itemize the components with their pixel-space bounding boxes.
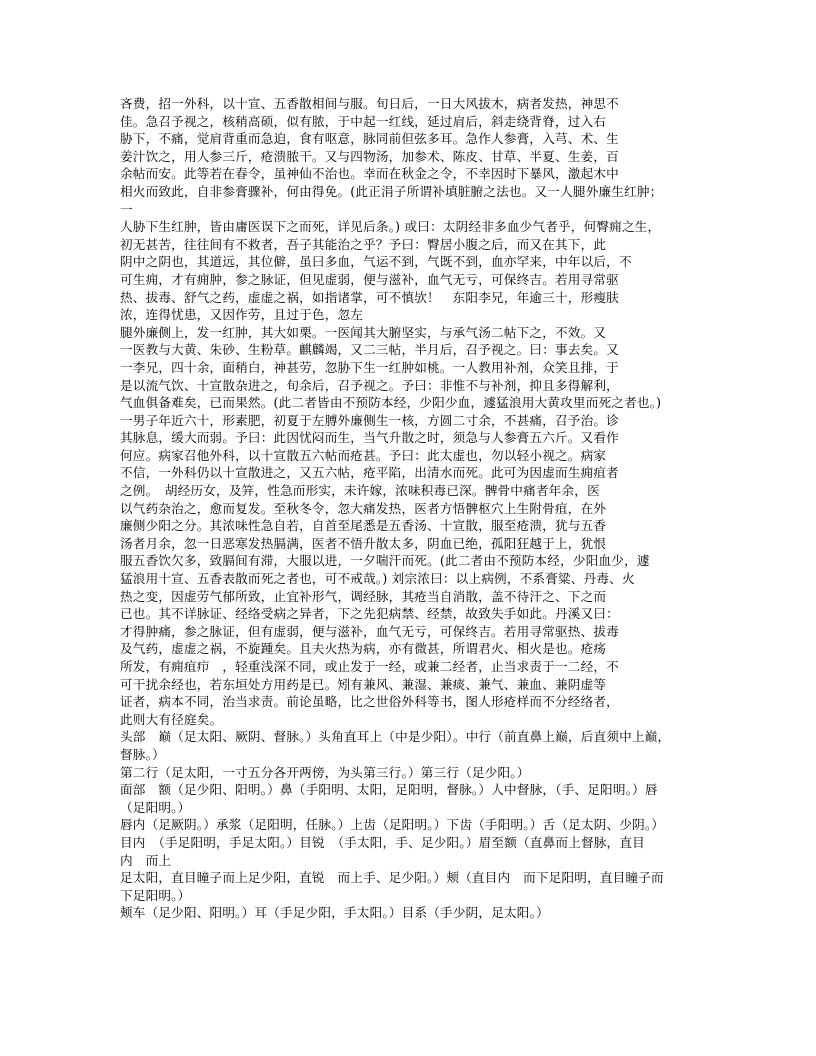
text-line: 浓，连得忧患，又因作劳，且过于色，忽左 (120, 307, 364, 323)
text-line: 之例。 胡经历女，及笄，性急而形实，未许嫁，浓味积毒已深。髀骨中痛者年余，医 (120, 483, 600, 499)
text-line: 一男子年近六十，形素肥，初夏于左膊外廉侧生一核，方圆二寸余，不甚痛，召予治。诊 (120, 412, 619, 428)
text-line: 廉侧少阳之分。其浓味性急自若，自首至尾悉是五香汤、十宣散，服至疮溃，犹与五香 (120, 518, 607, 534)
text-line: 阴中之阴也，其道远，其位僻，虽曰多血，气运不到，气既不到，血亦罕来，中年以后，不 (120, 254, 632, 270)
text-line: 人胁下生红肿，皆由庸医误下之而死，详见后条。) 或曰：太阴经非多血少气者乎，何臀痈之生， (120, 219, 661, 235)
text-line: 唇内（足厥阴。）承浆（足阳明，任脉。）上齿（足阳明。）下齿（手阳明。）舌（足太阴、少阴。） (120, 817, 665, 833)
text-line: 猛浪用十宣、五香表散而死之者也，可不戒哉。) 刘宗浓曰：以上病例，不系膏粱、丹毒、火 (120, 571, 635, 587)
text-line: 初无甚苦，往往间有不救者，吾子其能治之乎？予曰：臀居小腹之后，而又在其下，此 (120, 236, 607, 252)
text-line: 及气药，虚虚之祸，不旋踵矣。且夫火热为病，亦有微甚，所谓君火、相火是也。疮疡 (120, 641, 607, 657)
text-line: 足太阳，直目瞳子而上足少阳，直锐 而上手、足少阳。）颊（直目内 而下足阳明，直目瞳子而 (120, 870, 664, 886)
text-line: 一 (120, 201, 133, 217)
text-line: 佳。急召予视之，核稍高硕，似有脓，于中起一红线，延过肩后，斜走绕背脊，过入右 (120, 113, 607, 129)
text-line: 面部 额（足少阳、阳明。）鼻（手阳明、太阳，足阳明，督脉。）人中督脉，（手、足阳明。）唇 (120, 782, 658, 798)
text-line: 是以流气饮、十宣散杂进之，旬余后，召予视之。予曰：非惟不与补剂，抑且多得解利， (120, 377, 619, 393)
text-line: 热、拔毒、舒气之药，虚虚之祸，如指诸掌，可不慎欤！ 东阳李兄，年逾三十，形瘦肤 (120, 289, 619, 305)
text-line: 一医教与大黄、朱砂、生粉草。麒麟竭，又二三帖，半月后，召予视之。曰：事去矣。又 (120, 342, 619, 358)
text-line: 可生痈，才有痈肿，参之脉证，但见虚弱，便与滋补，血气无亏，可保终吉。若用寻常驱 (120, 271, 619, 287)
text-line: 头部 巅（足太阳、厥阴、督脉。）头角直耳上（中是少阳）。中行（前直鼻上巅，后直须中上巅， (120, 729, 671, 745)
text-line: 服五香饮欠多，致膈间有滞，大服以进，一夕喘汗而死。(此二者由不预防本经，少阳血少，遽 (120, 553, 650, 569)
text-line: 其脉息，缓大而弱。予曰：此因忧闷而生，当气升散之时，须急与人参膏五六斤。又看作 (120, 430, 619, 446)
text-line: 内 而上 (120, 852, 172, 868)
text-line: 督脉。） (120, 746, 165, 762)
text-line: 胁下，不痛，觉肩背重而急迫，食有呕意，脉同前但弦多耳。急作人参膏，入芎、术、生 (120, 131, 619, 147)
text-line: 热之变，因虚劳气郁所致，止宜补形气，调经脉，其疮当自消散，盖不待汗之、下之而 (120, 588, 607, 604)
text-line: 何应。病家召他外科，以十宣散五六帖而疮甚。予曰：此太虚也，勿以轻小视之。病家 (120, 447, 607, 463)
text-line: 可干扰余经也，若东垣处方用药是已。矧有兼风、兼湿、兼痰、兼气、兼血、兼阴虚等 (120, 676, 607, 692)
text-line: 已也。其不详脉证、经络受病之异者，下之先犯病禁、经禁，故致失手如此。丹溪又曰： (120, 606, 619, 622)
text-line: （足阳明。） (120, 799, 191, 815)
text-line: 以气药杂治之，愈而复发。至秋冬令，忽大痛发热，医者方悟髀枢穴上生附骨疽，在外 (120, 500, 607, 516)
text-line: 余帖而安。此等若在春令，虽神仙不治也。幸而在秋金之令，不幸因时下暴风，激起木中 (120, 166, 619, 182)
document-page (120, 95, 700, 922)
text-line: 腿外廉侧上，发一红肿，其大如栗。一医闻其大腑坚实，与承气汤二帖下之，不效。又 (120, 324, 607, 340)
text-line: 证者，病本不同，治当求责。前论虽略，比之世俗外科等书，图人形疮样而不分经络者， (120, 694, 619, 710)
text-line: 不信，一外科仍以十宣散进之，又五六帖，疮平陷，出清水而死。此可为因虚而生痈疽者 (120, 465, 619, 481)
text-line: 颊车（足少阳、阳明。）耳（手足少阳，手太阳。）目系（手少阴，足太阳。） (120, 905, 549, 921)
text-line: 此则大有径庭矣。 (120, 711, 223, 727)
text-line: 气血俱备难矣，已而果然。(此二者皆由不预防本经，少阳少血，遽猛浪用大黄攻里而死之者也。) (120, 395, 662, 411)
text-line: 第二行（足太阳，一寸五分各开两傍，为头第三行。）第三行（足少阳。） (120, 764, 530, 780)
text-line: 汤者月余，忽一日恶寒发热膈满，医者不悟升散太多，阴血已绝，孤阳狂越于上，犹恨 (120, 535, 607, 551)
text-line: 目内 （手足阳明，手足太阳。）目锐 （手太阳，手、足少阳。）眉至额（直鼻而上督脉，直目 (120, 834, 645, 850)
text-line: 姜汁饮之，用人参三斤，疮溃脓干。又与四物汤，加参术、陈皮、甘草、半夏、生姜，百 (120, 148, 619, 164)
text-line: 才得肿痛，参之脉证，但有虚弱，便与滋补，血气无亏，可保终吉。若用寻常驱热、拔毒 (120, 623, 619, 639)
text-line: 下足阳明。） (120, 887, 191, 903)
text-line: 相火而致此，自非参膏骤补，何由得免。(此正涓子所谓补填脏腑之法也。又一人腿外廉生红肿； (120, 183, 663, 199)
text-line: 一李兄，四十余，面稍白，神甚劳，忽胁下生一红肿如桃。一人教用补剂，众笑且排，于 (120, 359, 619, 375)
text-line: 吝费，招一外科，以十宣、五香散相间与服。旬日后，一日大风拔木，病者发热，神思不 (120, 96, 619, 111)
text-line: 所发，有痈疽疖 ，轻重浅深不同，或止发于一经，或兼二经者，止当求责于一二经，不 (120, 659, 619, 674)
